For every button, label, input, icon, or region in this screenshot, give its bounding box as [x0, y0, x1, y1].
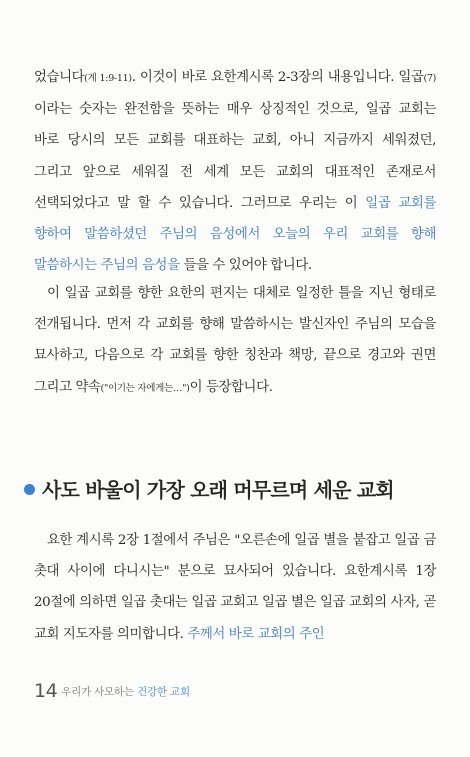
- promise-quote: ("이기는 자에게는…"): [100, 382, 190, 394]
- body-paragraph-3: [34, 525, 436, 650]
- p2-text-b: 이 등장합니다.: [189, 379, 273, 395]
- bible-reference: (계 1:9-11): [84, 73, 132, 84]
- page-number: 14: [34, 680, 58, 702]
- section-heading-text: 사도 바울이 가장 오래 머무르며 세운 교회: [42, 478, 394, 502]
- section-heading: [24, 474, 444, 503]
- running-title: [61, 686, 190, 698]
- p3-text-a: 요한 계시록 2장 1절에서 주님은 "오른손에 일곱 별을 붙잡고 일곱 금 촛대 사이에 다니시는" 분으로 묘사되어 있습니다. 요한계시록 1장 20절에 의하면 일곱 촛대는 일곱 교회고 일곱 별은 일곱 교회의 사자, 곧 교회 지도자를 의미합니다.: [34, 533, 436, 642]
- p1-text-d: 들을 수 있어야 합니다.: [179, 258, 312, 274]
- p1-text-b: . 이것이 바로 요한계시록 2-3장의 내용입니다. 일곱: [131, 70, 424, 85]
- running-title-a: 우리가 사모하는: [61, 686, 138, 698]
- p1-highlight: 일곱 교회를 향하여 말씀하셨던 주님의 음성에서 오늘의 우리 교회를 향해 말씀하시는 주님의 음성을: [34, 195, 436, 274]
- p3-highlight: 주께서 바로 교회의 주인: [187, 626, 325, 642]
- running-title-b: 건강한 교회: [137, 686, 190, 698]
- number-seven-note: (7): [423, 73, 437, 84]
- p1-text-a: 었습니다: [34, 70, 85, 85]
- body-paragraph-1: [34, 62, 436, 281]
- bullet-dot-icon: [24, 484, 35, 495]
- p1-text-c: 이라는 숫자는 완전함을 뜻하는 매우 상징적인 것으로, 일곱 교회는 바로 당시의 모든 교회를 대표하는 교회, 아니 지금까지 세워졌던, 그리고 앞으로 세워질 전 세계 모든 교회의 대표적인 존재로서 선택되었다고 말 할 수 있습니다. 그러므로 우리는 이: [34, 102, 436, 211]
- p2-text-a: 이 일곱 교회를 향한 요한의 편지는 대체로 일정한 틀을 지닌 형태로 전개됩니다. 먼저 각 교회를 향해 말씀하시는 발신자인 주님의 모습을 묘사하고, 다음으로 각 교회를 향한 칭찬과 책망, 끝으로 경고와 권면 그리고 약속: [34, 286, 436, 395]
- page-footer: [34, 680, 190, 702]
- body-paragraph-2: [34, 278, 436, 404]
